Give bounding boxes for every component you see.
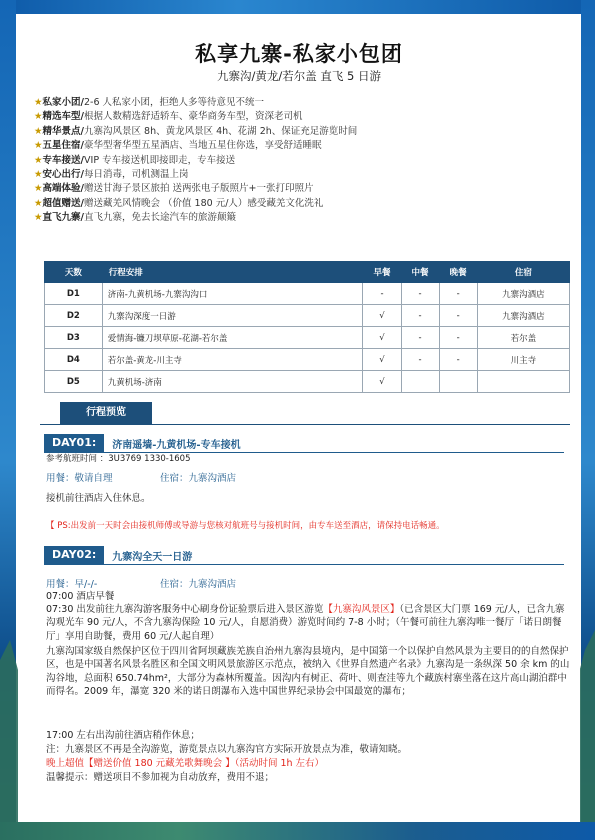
star-icon: ★ — [34, 140, 43, 152]
col-header-stay: 住宿 — [477, 262, 569, 283]
day2-title: 九寨沟全天一日游 — [112, 551, 193, 563]
day2-divider — [44, 564, 564, 565]
day2-paragraph-1: 07:00 酒店早餐 — [46, 591, 115, 602]
table-row: D4 若尔盖-黄龙-川主寺 √ - - 川主寺 — [45, 349, 570, 371]
col-header-plan: 行程安排 — [102, 262, 363, 283]
feature-item: ★精选车型/根据人数精选舒适轿车、豪华商务车型，资深老司机 — [34, 111, 303, 123]
day1-header — [44, 434, 241, 452]
star-icon: ★ — [34, 197, 43, 209]
star-icon: ★ — [34, 111, 43, 123]
feature-item: ★五星住宿/豪华型奢华型五星酒店、当地五星住你选，享受舒适睡眠 — [34, 140, 322, 152]
col-header-breakfast: 早餐 — [363, 262, 401, 283]
day2-header — [44, 546, 192, 564]
day1-description: 接机前往酒店入住休息。 — [46, 493, 151, 504]
star-icon: ★ — [34, 97, 43, 108]
feature-item: ★精华景点/九寨沟风景区 8h、黄龙风景区 4h、花湖 2h、保证充足游览时间 — [34, 125, 358, 137]
star-icon: ★ — [34, 183, 43, 195]
frame-bottom-border — [0, 822, 595, 840]
col-header-dinner: 晚餐 — [439, 262, 477, 283]
feature-item: ★超值赠送/赠送藏羌风情晚会 （价值 180 元/人）感受藏羌文化洗礼 — [34, 197, 324, 209]
day2-stay: 住宿：九寨沟酒店 — [160, 579, 237, 590]
star-icon: ★ — [34, 212, 43, 224]
day1-stay: 住宿：九寨沟酒店 — [160, 473, 237, 484]
table-row: D3 爱情海-镰刀坝草原-花湖-若尔盖 √ - - 若尔盖 — [45, 327, 570, 349]
day1-flight: 参考航班时间 ：3U3769 1330-1605 — [46, 454, 191, 464]
feature-list — [34, 96, 574, 226]
day2-paragraph-2: 07:30 出发前往九寨沟游客服务中心刷身份证验票后进入景区游览【九寨沟风景区】（已含景区大门票 169 元/人，已含九寨沟观光车 90 元/人，不含九寨沟保险 10 元/人，自愿消费）游览时间约 7-8 小时；（午餐可前往九寨沟唯一餐厅「诺日朗餐厅」享用自助餐，费用 60 元/人起自理） — [46, 604, 565, 642]
day1-notice: 【 PS:出发前一天时会由接机师傅或导游与您核对航班号与接机时间，由专车送至酒店，请保持电话畅通。 — [46, 521, 445, 531]
frame-top-border — [0, 0, 595, 14]
schedule-table — [44, 261, 570, 393]
day1-badge: DAY01: — [44, 434, 104, 452]
schedule-header-row — [45, 262, 570, 283]
itinerary-section-tab: 行程预览 — [60, 402, 152, 424]
day2-paragraph-6: 晚上超值【赠送价值 180 元藏羌歌舞晚会 】（活动时间 1h 左右） — [46, 758, 325, 769]
feature-item: ★安心出行/每日消毒，司机测温上岗 — [34, 169, 189, 181]
table-row: D2 九寨沟深度一日游 √ - - 九寨沟酒店 — [45, 305, 570, 327]
day2-meal: 用餐：早/-/- — [46, 579, 98, 590]
day2-badge: DAY02: — [44, 546, 104, 564]
section-divider — [40, 424, 570, 425]
frame-right-border — [581, 0, 595, 840]
feature-item: ★直飞九寨/直飞九寨，免去长途汽车的旅游颠簸 — [34, 212, 237, 224]
day2-paragraph-4: 17:00 左右出沟前往酒店稍作休息； — [46, 730, 200, 741]
star-icon: ★ — [34, 154, 43, 166]
feature-item: ★私家小团/2-6 人私家小团，拒绝人多等待意见不统一 — [34, 97, 265, 108]
feature-item: ★专车接送/VIP 专车接送机即接即走，专车接送 — [34, 154, 236, 166]
star-icon: ★ — [34, 125, 43, 137]
frame-left-border — [0, 0, 16, 840]
col-header-day: 天数 — [45, 262, 103, 283]
day2-paragraph-7: 温馨提示：赠送项目不参加视为自动放弃，费用不退； — [46, 772, 275, 783]
page-subtitle: 九寨沟/黄龙/若尔盖 直飞 5 日游 — [216, 69, 382, 83]
day1-meal: 用餐：敬请自理 — [46, 473, 113, 484]
day2-paragraph-5: 注：九寨景区不再是全沟游览，游览景点以九寨沟官方实际开放景点为准，敬请知晓。 — [46, 744, 408, 755]
feature-item: ★高端体验/赠送甘海子景区旅拍 送两张电子版照片+一张打印照片 — [34, 183, 314, 195]
document-page — [18, 14, 580, 822]
day1-title: 济南遥墙-九黄机场-专车接机 — [112, 439, 241, 451]
day2-paragraph-3: 九寨沟国家级自然保护区位于四川省阿坝藏族羌族自治州九寨沟县境内，是中国第一个以保护自然风景为主要目的的自然保护区，也是中国著名风景名胜区和全国文明风景旅游区示范点，被纳入《世界自然遗产名录》九寨沟是一条纵深 50 余 km 的山沟谷地，总面积 650.74hm²，大部分为森林所覆盖。因沟内有树正、荷叶、则查洼等九个藏族村寨坐落在这片高山湖泊群中而得名。2009 年，瀑宽 320 米的诺日朗瀑布入选中国世界纪录协会中国最宽的瀑布； — [46, 646, 570, 698]
col-header-lunch: 中餐 — [401, 262, 439, 283]
star-icon: ★ — [34, 169, 43, 181]
table-row: D5 九黄机场-济南 √ — [45, 371, 570, 393]
page-title: 私享九寨-私家小包团 — [195, 42, 403, 66]
table-row: D1 济南-九黄机场-九寨沟沟口 - - - 九寨沟酒店 — [45, 283, 570, 305]
